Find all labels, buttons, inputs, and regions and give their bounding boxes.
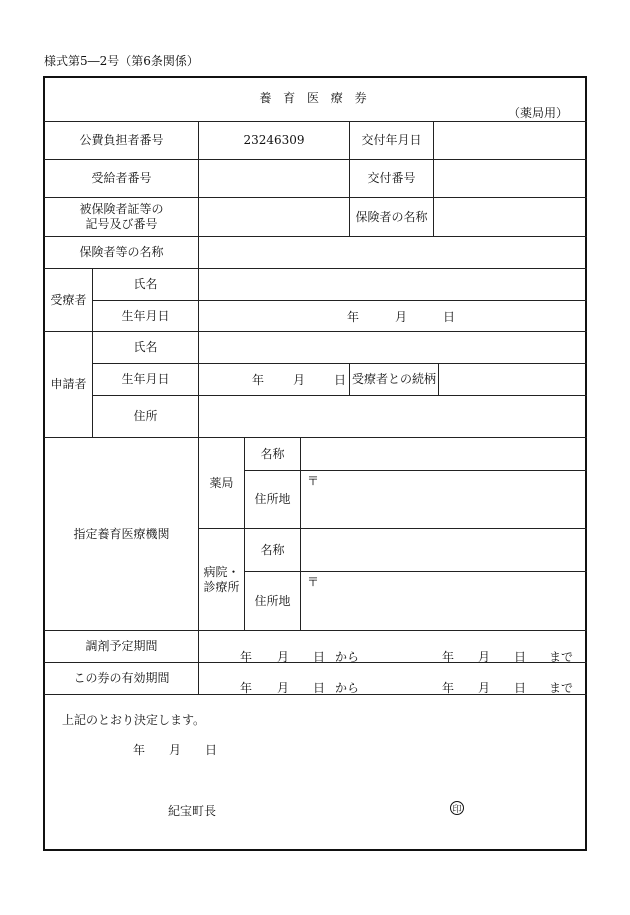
insured-cert-field[interactable] — [199, 198, 349, 236]
seal-text: 印 — [452, 804, 462, 815]
hospital-postal-mark: 〒 — [307, 575, 320, 589]
hospital-name-label: 名称 — [260, 542, 285, 557]
form-subtitle: （薬局用） — [508, 106, 569, 120]
pharmacy-label: 薬局 — [209, 475, 234, 490]
pharmacy-name-field[interactable] — [301, 438, 586, 470]
hospital-address-field[interactable] — [301, 572, 586, 630]
insurer-etc-name-label: 保険者等の名称 — [79, 245, 164, 259]
dispensing-until-day: 日 — [514, 650, 527, 664]
public-payer-number-label: 公費負担者番号 — [79, 133, 164, 147]
dispensing-until-year: 年 — [442, 650, 455, 664]
applicant-address-field[interactable] — [199, 396, 586, 437]
pharmacy-name-label: 名称 — [260, 446, 285, 461]
dispensing-until-month: 月 — [478, 650, 491, 664]
applicant-name-label: 氏名 — [133, 340, 158, 354]
decision-date-day: 日 — [205, 743, 218, 757]
dispensing-from-word: から — [335, 650, 360, 664]
recipient-number-label: 受給者番号 — [91, 171, 152, 185]
insured-cert-label-line2: 記号及び番号 — [85, 217, 158, 231]
applicant-address-label: 住所 — [133, 409, 158, 423]
decision-date-month: 月 — [169, 743, 182, 757]
validity-until-day: 日 — [514, 681, 527, 695]
applicant-group-label: 申請者 — [50, 377, 87, 391]
dispensing-until-word: まで — [549, 650, 574, 664]
decision-text: 上記のとおり決定します。 — [62, 713, 206, 727]
patient-group-label: 受療者 — [50, 292, 87, 307]
hospital-label — [199, 529, 244, 630]
insurer-etc-name-field[interactable] — [199, 237, 586, 268]
dispensing-from-day: 日 — [313, 650, 326, 664]
relationship-field[interactable] — [439, 364, 586, 395]
validity-from-year: 年 — [240, 681, 253, 695]
dispensing-from-year: 年 — [240, 650, 253, 664]
institution-group-label: 指定養育医療機関 — [73, 526, 170, 541]
insured-cert-label-line1: 被保険者証等の — [79, 202, 164, 216]
patient-dob-year: 年 — [347, 310, 360, 324]
issue-number-label: 交付番号 — [367, 171, 416, 185]
validity-until-year: 年 — [442, 681, 455, 695]
hospital-label-line2: 診療所 — [203, 579, 240, 594]
issue-date-label: 交付年月日 — [361, 133, 422, 147]
applicant-dob-day: 日 — [334, 373, 347, 387]
insurer-name-label: 保険者の名称 — [355, 209, 428, 224]
mayor-title: 紀宝町長 — [168, 804, 217, 818]
seal-mark — [450, 801, 464, 815]
validity-until-word: まで — [549, 681, 574, 695]
insurer-name-field[interactable] — [434, 198, 586, 236]
issue-date-field[interactable] — [434, 122, 586, 159]
validity-period-label: この券の有効期間 — [73, 671, 170, 685]
applicant-dob-year: 年 — [252, 373, 265, 387]
form-number: 様式第5―2号（第6条関係） — [44, 54, 199, 68]
hospital-label-line1: 病院・ — [203, 564, 240, 579]
dispensing-period-label: 調剤予定期間 — [85, 639, 158, 653]
insured-cert-label — [45, 198, 198, 236]
pharmacy-address-field[interactable] — [301, 471, 586, 528]
validity-from-day: 日 — [313, 681, 326, 695]
patient-dob-month: 月 — [395, 310, 408, 324]
decision-date-year: 年 — [133, 743, 146, 757]
applicant-name-field[interactable] — [199, 332, 586, 363]
patient-name-field[interactable] — [199, 269, 586, 300]
validity-from-month: 月 — [277, 681, 290, 695]
patient-dob-label: 生年月日 — [121, 308, 170, 323]
issue-number-field[interactable] — [434, 160, 586, 197]
form-title: 養 育 医 療 券 — [259, 90, 371, 105]
applicant-dob-label: 生年月日 — [121, 372, 170, 386]
validity-from-word: から — [335, 681, 360, 695]
patient-name-label: 氏名 — [133, 277, 158, 291]
dispensing-from-month: 月 — [277, 650, 290, 664]
patient-dob-day: 日 — [443, 310, 456, 324]
pharmacy-address-label: 住所地 — [254, 492, 291, 506]
validity-until-month: 月 — [478, 681, 491, 695]
recipient-number-field[interactable] — [199, 160, 349, 197]
public-payer-number-value: 23246309 — [243, 133, 305, 147]
hospital-address-label: 住所地 — [254, 593, 291, 608]
relationship-label: 受療者との続柄 — [351, 372, 436, 386]
applicant-dob-month: 月 — [293, 373, 306, 387]
pharmacy-postal-mark: 〒 — [307, 474, 320, 488]
hospital-name-field[interactable] — [301, 529, 586, 571]
